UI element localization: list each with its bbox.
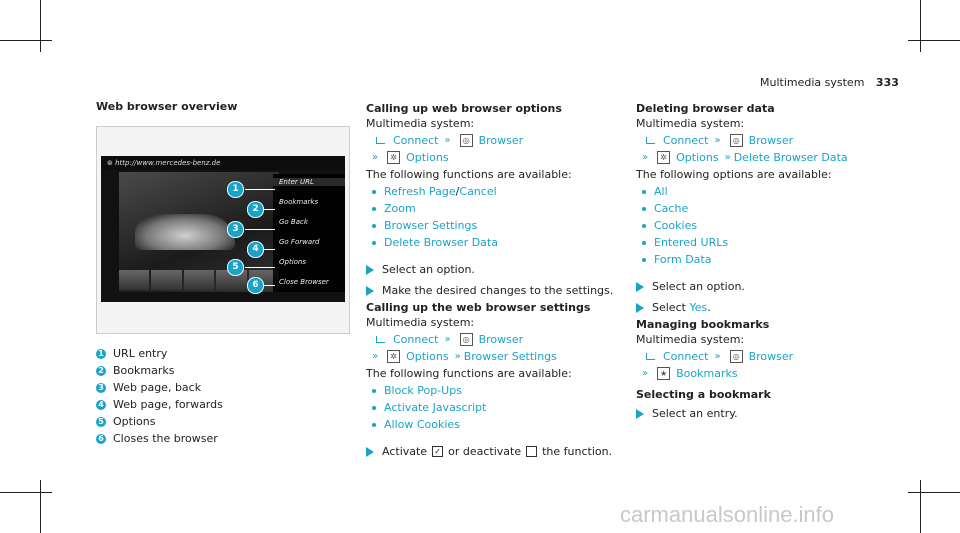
nav-path	[366, 132, 626, 149]
crop-mark	[908, 40, 960, 41]
instruction-step: Select Yes .	[636, 299, 906, 316]
instruction-step: Activate ✓ or deactivate the function.	[366, 443, 626, 460]
callout-4: 4	[247, 241, 264, 258]
section-name: Multimedia system	[760, 76, 865, 89]
legend-item	[96, 430, 223, 447]
legend-text: Web page, forwards	[113, 398, 223, 411]
callout-line	[263, 285, 275, 286]
crop-mark	[908, 492, 960, 493]
gear-icon: ✲	[387, 350, 400, 363]
crop-mark	[920, 480, 921, 533]
legend-text: URL entry	[113, 347, 168, 360]
path-browser: Browser	[478, 134, 524, 147]
legend-item	[96, 345, 223, 362]
nav-path	[366, 149, 626, 166]
list-item: Delete Browser Data	[366, 234, 626, 251]
heading-browser-settings: Calling up the web browser settings	[366, 301, 591, 314]
browser-screenshot	[96, 126, 350, 334]
list-item: Form Data	[636, 251, 906, 268]
nav-path: Connect » ◎ Browser	[636, 348, 906, 365]
path-arrow-icon: »	[714, 135, 718, 146]
watermark: carmanualsonline.info	[620, 502, 835, 527]
path-options: Options	[406, 151, 449, 164]
legend-text: Web page, back	[113, 381, 202, 394]
legend-item	[96, 396, 223, 413]
path-start-icon	[646, 137, 655, 144]
crop-mark	[40, 0, 41, 52]
heading-selecting-bookmark: Selecting a bookmark	[636, 388, 771, 401]
path-connect: Connect	[393, 134, 439, 147]
screen	[101, 156, 345, 302]
nav-path: » ✲ Options » Delete Browser Data	[642, 151, 848, 164]
instruction-step: Select an entry.	[636, 405, 906, 422]
menu-go-forward: Go Forward	[279, 238, 320, 246]
path-start-icon	[376, 336, 385, 343]
page-number: 333	[875, 76, 899, 89]
crop-mark	[920, 0, 921, 52]
url-text: http://www.mercedes-benz.de	[115, 159, 221, 167]
instruction-step: Make the desired changes to the settings.	[366, 282, 626, 299]
callout-line	[245, 229, 275, 230]
step-arrow-icon	[636, 282, 644, 292]
right-column	[636, 102, 906, 422]
path-arrow-icon: »	[724, 152, 728, 163]
running-header	[760, 74, 899, 91]
menu-enter-url: Enter URL	[273, 178, 345, 186]
legend-number: 4	[96, 400, 106, 410]
path-arrow-icon: »	[372, 152, 376, 163]
menu-bookmarks: Bookmarks	[279, 198, 319, 206]
step-arrow-icon	[366, 265, 374, 275]
globe-icon: ◎	[730, 134, 743, 147]
legend-text: Closes the browser	[113, 432, 218, 445]
legend-item	[96, 362, 223, 379]
system-label: Multimedia system:	[366, 117, 475, 130]
system-label: Multimedia system:	[636, 333, 745, 346]
path-arrow-icon: »	[372, 351, 376, 362]
path-arrow-icon: »	[454, 351, 458, 362]
heading-managing-bookmarks: Managing bookmarks	[636, 318, 770, 331]
path-arrow-icon: »	[444, 135, 448, 146]
path-arrow-icon: »	[444, 334, 448, 345]
nav-path: » ✲ Options » Browser Settings	[372, 350, 557, 363]
legend-list	[96, 345, 223, 447]
intro-text: The following functions are available:	[366, 367, 572, 380]
middle-column	[366, 102, 626, 460]
crop-mark	[40, 480, 41, 533]
callout-line	[263, 209, 275, 210]
nav-path: Connect » ◎ Browser	[636, 132, 906, 149]
car-image	[135, 214, 235, 250]
step-arrow-icon	[366, 447, 374, 457]
callout-line	[245, 189, 275, 190]
list-item: Block Pop-Ups	[366, 382, 626, 399]
list-item: Zoom	[366, 200, 626, 217]
system-label: Multimedia system:	[366, 316, 475, 329]
list-item: Refresh Page / Cancel	[366, 183, 626, 200]
step-arrow-icon	[366, 286, 374, 296]
callout-5: 5	[227, 259, 244, 276]
list-item: Browser Settings	[366, 217, 626, 234]
heading-browser-options: Calling up web browser options	[366, 102, 562, 115]
menu-close-browser: Close Browser	[279, 278, 329, 286]
callout-1: 1	[227, 181, 244, 198]
callout-2: 2	[247, 201, 264, 218]
path-arrow-icon: »	[642, 152, 646, 163]
nav-path: » ★ Bookmarks	[642, 367, 738, 380]
path-start-icon	[646, 353, 655, 360]
callout-line	[263, 249, 275, 250]
callout-line	[245, 267, 275, 268]
path-arrow-icon: »	[714, 351, 718, 362]
crop-mark	[0, 492, 52, 493]
menu-go-back: Go Back	[279, 218, 308, 226]
gear-icon: ✲	[657, 151, 670, 164]
address-bar: ⊛ http://www.mercedes-benz.de	[101, 156, 345, 170]
legend-number: 6	[96, 434, 106, 444]
legend-text: Options	[113, 415, 156, 428]
legend-number: 1	[96, 349, 106, 359]
crop-mark	[0, 40, 52, 41]
gear-icon: ✲	[387, 151, 400, 164]
star-icon: ★	[657, 367, 670, 380]
system-label: Multimedia system:	[636, 117, 745, 130]
legend-number: 2	[96, 366, 106, 376]
instruction-step: Select an option.	[366, 261, 626, 278]
list-item: All	[636, 183, 906, 200]
list-item: Cache	[636, 200, 906, 217]
legend-text: Bookmarks	[113, 364, 175, 377]
legend-item	[96, 413, 223, 430]
callout-3: 3	[227, 221, 244, 238]
globe-icon: ◎	[460, 134, 473, 147]
legend-number: 5	[96, 417, 106, 427]
globe-icon: ◎	[460, 333, 473, 346]
legend-item	[96, 379, 223, 396]
legend-number: 3	[96, 383, 106, 393]
path-start-icon	[376, 137, 385, 144]
menu-options: Options	[279, 258, 307, 266]
heading-delete-data: Deleting browser data	[636, 102, 775, 115]
intro-text: The following functions are available:	[366, 168, 572, 181]
intro-text: The following options are available:	[636, 168, 832, 181]
instruction-step: Select an option.	[636, 278, 906, 295]
callout-6: 6	[247, 277, 264, 294]
checkbox-checked-icon: ✓	[432, 446, 443, 457]
list-item: Allow Cookies	[366, 416, 626, 433]
step-arrow-icon	[636, 409, 644, 419]
checkbox-empty-icon	[526, 446, 537, 457]
nav-path: Connect » ◎ Browser	[366, 331, 626, 348]
browser-menu	[273, 174, 345, 292]
list-item: Entered URLs	[636, 234, 906, 251]
list-item: Activate Javascript	[366, 399, 626, 416]
path-arrow-icon: »	[642, 368, 646, 379]
step-arrow-icon	[636, 303, 644, 313]
section-title: Web browser overview	[96, 100, 238, 113]
globe-icon: ◎	[730, 350, 743, 363]
list-item: Cookies	[636, 217, 906, 234]
